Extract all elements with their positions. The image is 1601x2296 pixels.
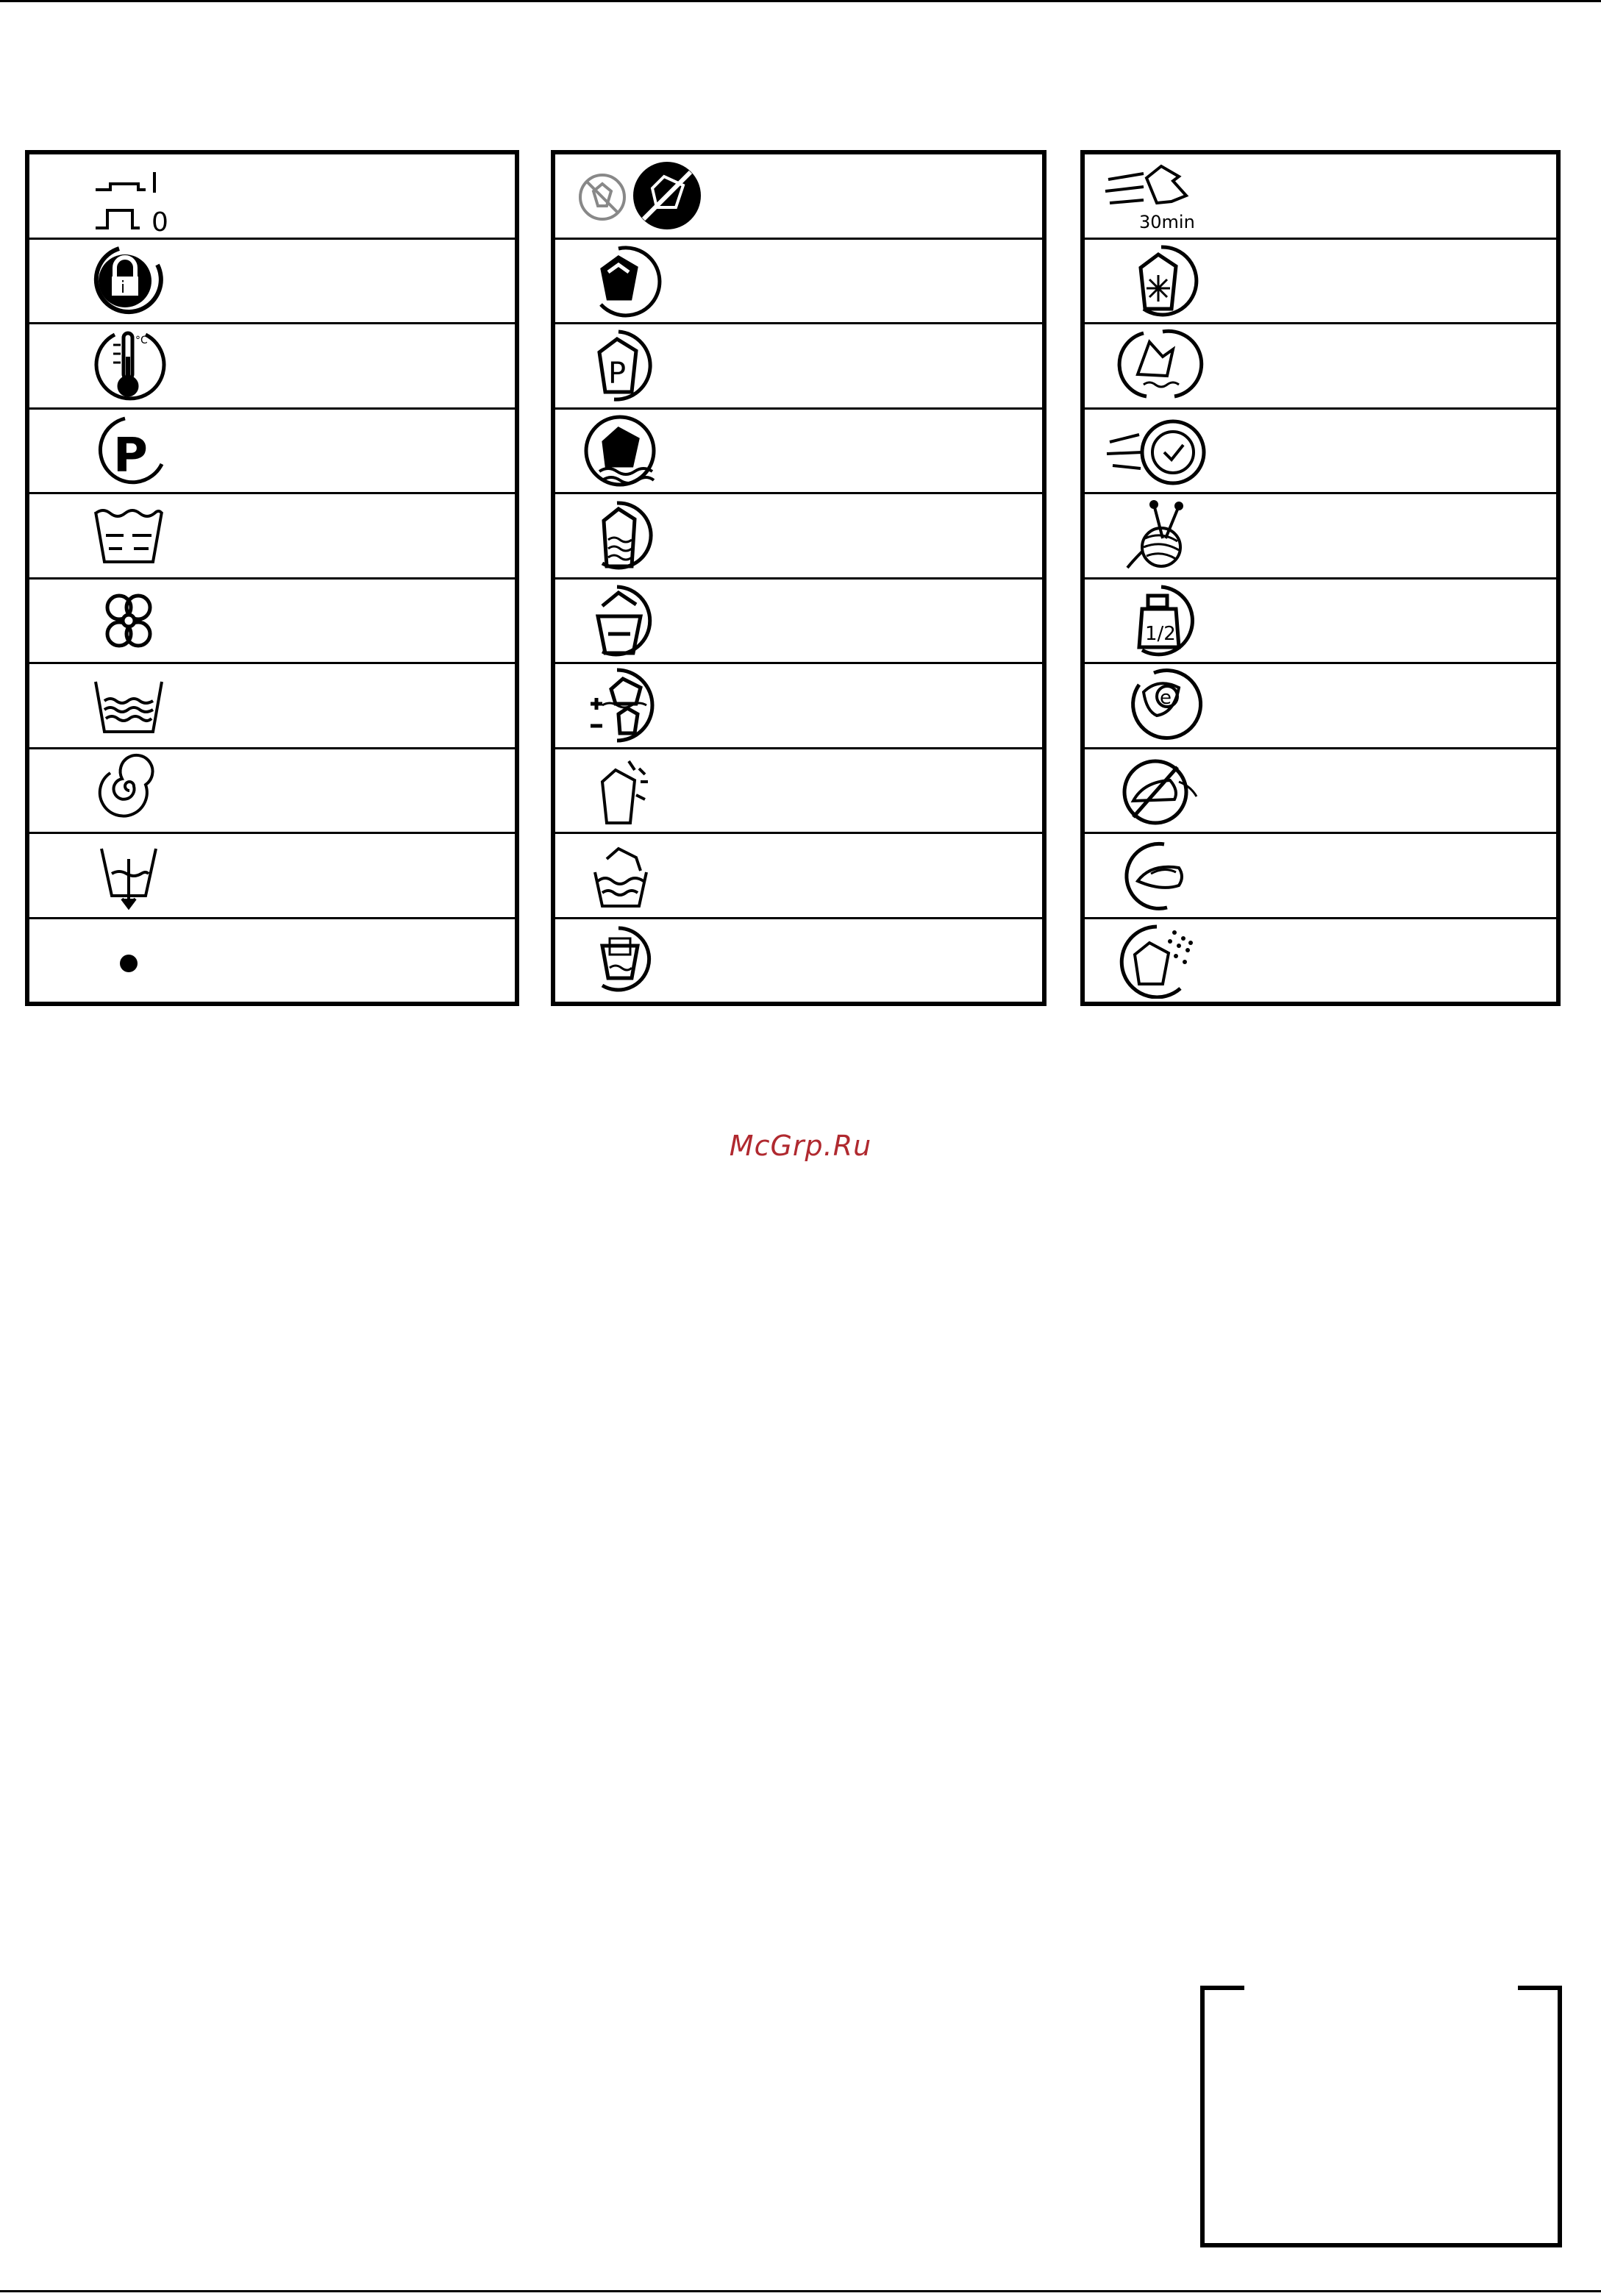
table-row [1085,834,1556,919]
symbol-table-3 [1080,150,1561,1006]
drain-tub-icon [81,837,176,913]
table-row [555,749,1042,835]
table-row [29,240,515,325]
table-row [29,919,515,1002]
table-row [555,154,1042,240]
table-row [1085,324,1556,410]
child-lock-icon [81,243,176,319]
eco-cotton-icon [573,413,705,489]
prewash-p-icon [81,413,176,489]
quick-30min-label: 30min [1139,212,1195,233]
wash-tub-icon [81,497,176,574]
table-row [1085,410,1556,495]
temperature-unit: °C [135,335,148,347]
table-row [29,580,515,665]
symbol-table-1 [25,150,519,1006]
quick-30min-icon [1102,157,1213,234]
half-load-icon [1102,582,1213,659]
symbol-table-2 [551,150,1046,1006]
blank-label-box [1200,1986,1562,2247]
table-row [1085,154,1556,240]
table-row [555,834,1042,919]
easy-iron-icon [1102,837,1213,913]
hand-wash-icon [1102,327,1213,404]
table-row [1085,580,1556,665]
half-load-glyph: 1/2 [1145,622,1176,645]
table-row [29,749,515,835]
steam-refresh-icon [1102,922,1213,999]
no-iron-icon [1102,752,1213,829]
synthetics-icon [573,497,705,574]
cotton-prewash-glyph: P [608,357,627,391]
cotton-prewash-icon [573,327,705,404]
handwash-tub-icon [573,837,705,913]
rinse-tub-icon [81,667,176,744]
no-spin-icon [573,157,705,234]
table-row [29,154,515,240]
mixed-tub-icon [573,582,705,659]
spin-spiral-icon [81,752,176,829]
table-row [555,410,1042,495]
quick-timer-icon [1102,413,1213,489]
table-row [29,410,515,495]
table-row [1085,240,1556,325]
table-row [555,494,1042,580]
table-row [29,324,515,410]
watermark-text: McGrp.Ru [729,1130,872,1162]
table-row [555,580,1042,665]
table-row [29,834,515,919]
temperature-icon [81,327,176,404]
eco-glyph: e [1160,687,1172,710]
table-row [555,919,1042,1002]
delicates-shirt-icon [573,752,705,829]
box-corner-right [1518,1986,1562,1990]
wool-icon [1102,497,1213,574]
prewash-glyph: P [113,428,148,483]
flower-soak-icon [81,582,176,659]
box-corner-left [1200,1986,1244,1990]
table-row [555,240,1042,325]
table-row [29,664,515,749]
extra-rinse-plus-minus-icon [573,667,705,744]
drum-clean-icon [573,922,705,999]
cotton-shirt-icon [573,243,705,319]
table-row [29,494,515,580]
cold-wash-icon [1102,243,1213,319]
table-row [1085,664,1556,749]
dot-indicator-icon [81,922,176,999]
table-row [555,324,1042,410]
eco-e-icon [1102,667,1213,744]
table-row [1085,749,1556,835]
table-row [555,664,1042,749]
bottom-rule [0,2290,1601,2292]
top-rule [0,0,1601,2]
on-off-glyph: 0 [151,207,168,235]
table-row [1085,494,1556,580]
table-row [1085,919,1556,1002]
svg-text:i: i [121,278,126,297]
on-off-icon [81,157,176,234]
